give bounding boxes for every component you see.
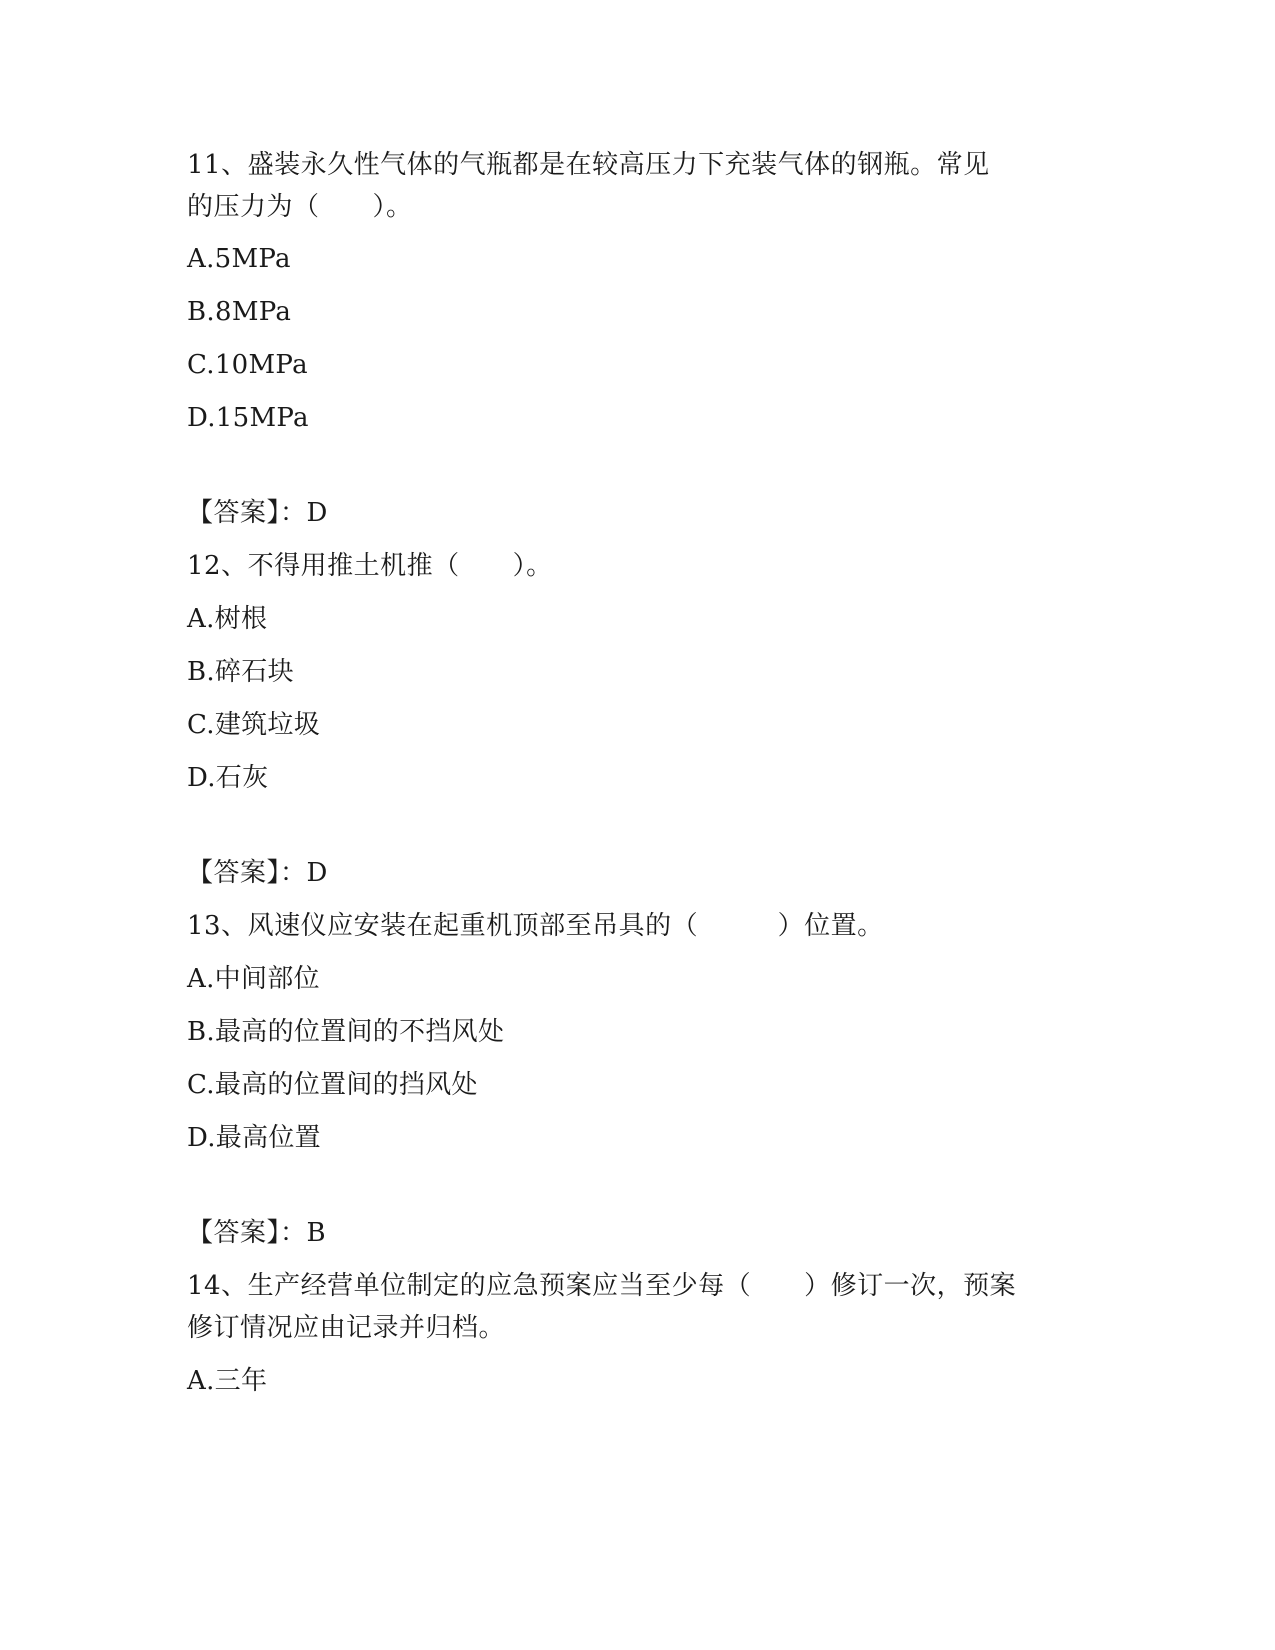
question-11-option-b: B.8MPa: [187, 297, 292, 327]
question-11-option-d: D.15MPa: [187, 403, 309, 433]
question-12-option-a: A.树根: [187, 604, 268, 634]
question-13-answer: 【答案】：B: [187, 1218, 327, 1248]
question-11-stem-line-2: 的压力为（ ）。: [187, 192, 413, 222]
question-14-option-a: A.三年: [187, 1366, 268, 1396]
question-12-option-d: D.石灰: [187, 763, 269, 793]
question-13-option-b: B.最高的位置间的不挡风处: [187, 1017, 505, 1047]
question-11-answer: 【答案】：D: [187, 498, 328, 528]
question-13-option-a: A.中间部位: [187, 964, 320, 994]
question-13-option-d: D.最高位置: [187, 1123, 321, 1153]
question-14-stem-line-1: 14、生产经营单位制定的应急预案应当至少每（ ）修订一次，预案: [187, 1271, 1017, 1301]
question-12-stem-line-1: 12、不得用推土机推（ ）。: [187, 551, 553, 581]
question-14-stem-line-2: 修订情况应由记录并归档。: [187, 1313, 506, 1343]
question-12-answer: 【答案】：D: [187, 858, 328, 888]
question-11-stem-line-1: 11、盛装永久性气体的气瓶都是在较高压力下充装气体的钢瓶。常见: [187, 150, 990, 180]
question-11-option-c: C.10MPa: [187, 350, 308, 380]
question-12-option-b: B.碎石块: [187, 657, 294, 687]
question-13-option-c: C.最高的位置间的挡风处: [187, 1070, 478, 1100]
question-11-option-a: A.5MPa: [187, 244, 291, 274]
question-13-stem-line-1: 13、风速仪应安装在起重机顶部至吊具的（ ）位置。: [187, 911, 884, 941]
question-12-option-c: C.建筑垃圾: [187, 710, 321, 740]
